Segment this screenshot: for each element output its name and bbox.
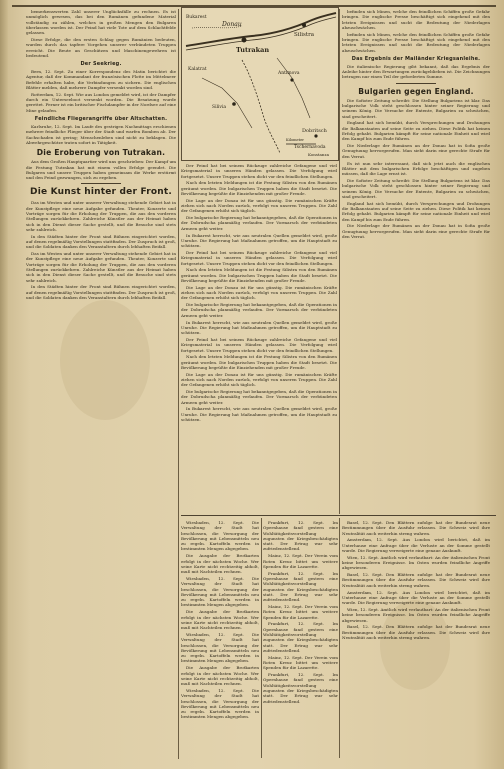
headline-bulgarien: Bulgarien gegen England.	[358, 86, 474, 96]
page-fold-shadow	[0, 0, 8, 769]
article-paragraph: Basel, 12. Sept. Den Blättern zufolge hat der Bundesrat neue Bestimmungen über die Ausfuhr erlassen. Die Schweiz wird ihre Neutralität auch weiterhin streng wahren.	[342, 572, 490, 588]
article-paragraph: Frankfurt, 12. Sept. Im Opernhause fand gestern eine Wohltätigkeitsvorstellung zugunsten der Kriegsbeschädigten statt. Der Ertrag war sehr zufriedenstellend.	[263, 621, 338, 653]
column-rule	[339, 9, 340, 514]
article-paragraph: befinden sich Minen, welche den feindlichen Schiffen große Gefahr bringen. Die englische Presse beschäftigt sich eingehend mit den letzten Ereignissen und sucht die Bedeutung der Niederlagen abzuschwächen.	[342, 9, 490, 30]
article-paragraph: Aus dem Großen Hauptquartier wird uns geschrieben: Der Kampf um die Festung Tutrakan hat mit einem vollen Erfolge geendet. Die Bulgaren und unsere Truppen haben gemeinsam die Werke erstürmt und den Feind gezwungen, sich zu ergeben.	[26, 159, 176, 181]
column-left	[26, 9, 176, 714]
map-label: Tutrakan	[236, 46, 270, 54]
headline-flieger: Feindliche Fliegerangriffe über Altschatten.	[34, 116, 168, 123]
article-paragraph: Es ist nun sehr interessant, daß sich jetzt auch die englischen Blätter mit dem bulgarischen Erfolge beschäftigen und zugeben müssen, daß die Lage ernst ist.	[342, 160, 490, 177]
article-paragraph: In Bukarest herrscht, wie aus neutralen Quellen gemeldet wird, große Unruhe. Die Regierung hat Maßnahmen getroffen, um die Hauptstadt zu schützen.	[181, 406, 337, 423]
article-paragraph: Wiesbaden, 12. Sept. Die Verwaltung der Stadt hat beschlossen, die Versorgung der Bevölkerung mit Lebensmitteln neu zu regeln. Kartoffeln werden in bestimmten Mengen abgegeben.	[181, 520, 259, 552]
scale-label: Kilometer	[286, 138, 304, 142]
article-paragraph: Wiesbaden, 12. Sept. Die Verwaltung der Stadt hat beschlossen, die Versorgung der Bevölkerung mit Lebensmitteln neu zu regeln. Kartoffeln werden in bestimmten Mengen abgegeben.	[181, 575, 259, 608]
article-paragraph: In Bukarest herrscht, wie aus neutralen Quellen gemeldet wird, große Unruhe. Die Regierung hat Maßnahmen getroffen, um die Hauptstadt zu schützen.	[181, 319, 337, 336]
article-paragraph: Die Ausgabe der Brotkarten erfolgt in der nächsten Woche. Wer seine Karte nicht rechtzeitig abholt, muß mit Nachteilen rechnen.	[181, 553, 259, 575]
section-rule	[181, 515, 496, 516]
article-paragraph: Amsterdam, 12. Sept. Aus London wird berichtet, daß im Unterhause eine Anfrage über die Verluste an der Somme gestellt wurde. Die Regierung verweigerte eine genaue Auskunft.	[342, 537, 490, 553]
road-line	[277, 58, 310, 118]
article-paragraph: Das im Westen und unter unserer Verwaltung stehende Gebiet hat in der Kunstpflege eine neue Aufgabe gefunden. Theater, Konzerte und Vorträge sorgen für die Erholung der Truppen, die aus den vorderen Stellungen zurückkehren. Zahlreiche Künstler aus der Heimat haben sich in den Dienst dieser Sache gestellt, und die Besuche sind stets sehr zahlreich.	[26, 200, 176, 232]
article-paragraph: Bern, 12. Sept. Zu einer Korrespondenz des Matin berichtet die Agentur, daß der Kommandant der französischen Flotte im Mittelmeer Befehle erhalten habe, die Verbindungen zu sichern. Die englischen Blätter melden, daß mehrere Dampfer versenkt worden sind.	[26, 69, 176, 91]
column-middle	[181, 163, 337, 513]
article-paragraph: Frankfurt, 12. Sept. Im Opernhause fand gestern eine Wohltätigkeitsvorstellung zugunsten der Kriegsbeschädigten statt. Der Ertrag war sehr zufriedenstellend.	[263, 570, 338, 603]
article-paragraph: Die Lage an der Donau ist für uns günstig. Die rumänischen Kräfte ziehen sich nach Norden zurück, verfolgt von unseren Truppen. Die Zahl der Gefangenen erhöht sich täglich.	[181, 197, 337, 214]
article-paragraph: Karlsruhe, 12. Sept. Im Laufe des gestrigen Nachmittags erschienen mehrere feindliche Flieger über der Stadt und warfen Bomben ab. Der Sachschaden ist gering; Menschenleben sind nicht zu beklagen. Die Abwehrgeschütze traten sofort in Tätigkeit.	[26, 124, 176, 145]
city-marker	[290, 78, 293, 81]
column-rule	[261, 518, 262, 758]
article-paragraph: befinden sich Minen, welche den feindlichen Schiffen große Gefahr bringen. Die englische Presse beschäftigt sich eingehend mit den letzten Ereignissen und sucht die Bedeutung der Niederlagen abzuschwächen.	[342, 31, 490, 53]
article-paragraph: Frankfurt, 12. Sept. Im Opernhause fand gestern eine Wohltätigkeitsvorstellung zugunsten der Kriegsbeschädigten statt. Der Ertrag war sehr zufriedenstellend.	[263, 672, 338, 704]
article-paragraph: Die italienische Regierung gibt bekannt, daß das Ergebnis der Anleihe hinter den Erwartungen zurückgeblieben ist. Die Zeichnungen betragen nur einen Teil der geforderten Summe.	[342, 63, 490, 80]
map-label: Bukarest	[186, 15, 207, 20]
article-paragraph: Die Niederlage der Rumänen an der Donau hat in Sofia große Genugtuung hervorgerufen. Man sieht darin eine gerechte Strafe für den Verrat.	[342, 223, 490, 239]
map-label: Antimova	[278, 71, 300, 76]
column-rule	[178, 9, 179, 759]
article-paragraph: Mainz, 12. Sept. Der Verein vom Roten Kreuz bittet um weitere Spenden für die Lazarette.	[263, 603, 338, 620]
article-paragraph: Basel, 12. Sept. Den Blättern zufolge hat der Bundesrat neue Bestimmungen über die Ausfuhr erlassen. Die Schweiz wird ihre Neutralität auch weiterhin streng wahren.	[342, 520, 490, 536]
column-right	[342, 9, 490, 489]
article-paragraph: Die bulgarische Regierung hat bekanntgegeben, daß die Operationen in der Dobrudscha planmäßig verlaufen. Der Vormarsch der verbündeten Armeen geht weiter.	[181, 215, 337, 231]
column-bottom-1	[181, 520, 259, 758]
map-tutrakan	[181, 7, 339, 161]
article-paragraph: Die bulgarische Regierung hat bekanntgegeben, daß die Operationen in der Dobrudscha planmäßig verlaufen. Der Vormarsch der verbündeten Armeen geht weiter.	[181, 302, 337, 318]
map-drawing	[182, 8, 338, 160]
article-paragraph: Die Sofioter Zeitung schreibt: Die Stellung Bulgariens ist klar. Das bulgarische Volk steht geschlossen hinter seiner Regierung und seinem König. Die Versuche der Entente, Bulgarien zu schwächen, sind gescheitert.	[342, 177, 490, 199]
article-paragraph: Nach den letzten Meldungen ist die Festung Silistra von den Rumänen geräumt worden. Die bulgarischen Truppen haben die Stadt besetzt. Die Bevölkerung begrüßte die Einziehenden mit großer Freude.	[181, 180, 337, 196]
city-marker	[232, 102, 236, 106]
article-paragraph: Die Ausgabe der Brotkarten erfolgt in der nächsten Woche. Wer seine Karte nicht rechtzeitig abholt, muß mit Nachteilen rechnen.	[181, 609, 259, 631]
map-label: Silivia	[212, 105, 227, 110]
article-paragraph: Diese Erfolge, die den ersten Schlag gegen Rumänien bedeuten, wurden durch das tapfere Vorgehen unserer verbündeten Truppen erreicht. Die Beute an Geschützen und Maschinengewehren ist bedeutend.	[26, 36, 176, 58]
article-paragraph: Wien, 12. Sept. Amtlich wird verlautbart: An der italienischen Front keine besonderen Ereignisse. Im Osten wurden feindliche Angriffe abgewiesen.	[342, 554, 490, 571]
map-label: Donau	[222, 21, 242, 28]
article-paragraph: England hat sich bemüht, durch Versprechungen und Drohungen die Balkanstaaten auf seine Seite zu ziehen. Diese Politik hat keinen Erfolg gehabt. Bulgarien kämpft für seine nationale Einheit und wird den Kampf bis zum Ende führen.	[342, 200, 490, 222]
section-divider	[396, 83, 436, 84]
article-paragraph: In den Städten hinter der Front sind Bühnen eingerichtet worden, auf denen regelmäßig Vorstellungen stattfinden. Der Zuspruch ist groß, und die Soldaten danken den Veranstaltern durch lebhaften Beifall.	[26, 233, 176, 250]
headline-ergebnis: Das Ergebnis der Mailänder Kriegsanleihe.	[351, 55, 481, 62]
article-paragraph: Der Feind hat bei seinem Rückzuge zahlreiche Gefangene und viel Kriegsmaterial in unseren Händen gelassen. Die Verfolgung wird fortgesetzt. Unsere Truppen stehen dicht vor den feindlichen Stellungen.	[181, 163, 337, 179]
article-paragraph: Das im Westen und unter unserer Verwaltung stehende Gebiet hat in der Kunstpflege eine neue Aufgabe gefunden. Theater, Konzerte und Vorträge sorgen für die Erholung der Truppen, die aus den vorderen Stellungen zurückkehren. Zahlreiche Künstler aus der Heimat haben sich in den Dienst dieser Sache gestellt, und die Besuche sind stets sehr zahlreich.	[26, 251, 176, 283]
column-bottom-3	[342, 520, 490, 758]
front-line	[242, 60, 280, 153]
article-paragraph: Frankfurt, 12. Sept. Im Opernhause fand gestern eine Wohltätigkeitsvorstellung zugunsten der Kriegsbeschädigten statt. Der Ertrag war sehr zufriedenstellend.	[263, 520, 338, 552]
article-paragraph: Wiesbaden, 12. Sept. Die Verwaltung der Stadt hat beschlossen, die Versorgung der Bevölkerung mit Lebensmitteln neu zu regeln. Kartoffeln werden in bestimmten Mengen abgegeben.	[181, 687, 259, 720]
article-paragraph: Wiesbaden, 12. Sept. Die Verwaltung der Stadt hat beschlossen, die Versorgung der Bevölkerung mit Lebensmitteln neu zu regeln. Kartoffeln werden in bestimmten Mengen abgegeben.	[181, 631, 259, 664]
city-marker	[242, 38, 247, 43]
article-paragraph: Die Sofioter Zeitung schreibt: Die Stellung Bulgariens ist klar. Das bulgarische Volk steht geschlossen hinter seiner Regierung und seinem König. Die Versuche der Entente, Bulgarien zu schwächen, sind gescheitert.	[342, 97, 490, 119]
city-marker	[314, 134, 317, 137]
article-paragraph: Der Feind hat bei seinem Rückzuge zahlreiche Gefangene und viel Kriegsmaterial in unseren Händen gelassen. Die Verfolgung wird fortgesetzt. Unsere Truppen stehen dicht vor den feindlichen Stellungen.	[181, 249, 337, 266]
article-paragraph: Die Niederlage der Rumänen an der Donau hat in Sofia große Genugtuung hervorgerufen. Man sieht darin eine gerechte Strafe für den Verrat.	[342, 143, 490, 159]
article-paragraph: Die bulgarische Regierung hat bekanntgegeben, daß die Operationen in der Dobrudscha planmäßig verlaufen. Der Vormarsch der verbündeten Armeen geht weiter.	[181, 389, 337, 405]
article-paragraph: Mainz, 12. Sept. Der Verein vom Roten Kreuz bittet um weitere Spenden für die Lazarette.	[263, 553, 338, 569]
column-rule	[339, 518, 340, 758]
map-label: Konstanza	[308, 152, 329, 157]
column-bottom-2	[263, 520, 338, 758]
article-paragraph: Amsterdam, 12. Sept. Aus London wird berichtet, daß im Unterhause eine Anfrage über die Verluste an der Somme gestellt wurde. Die Regierung verweigerte eine genaue Auskunft.	[342, 589, 490, 606]
article-paragraph: Nach den letzten Meldungen ist die Festung Silistra von den Rumänen geräumt worden. Die bulgarischen Truppen haben die Stadt besetzt. Die Bevölkerung begrüßte die Einziehenden mit großer Freude.	[181, 354, 337, 370]
map-label: Dobritsch	[302, 128, 327, 134]
headline-seekrieg: Der Seekrieg.	[80, 61, 122, 68]
article-paragraph: Die Ausgabe der Brotkarten erfolgt in der nächsten Woche. Wer seine Karte nicht rechtzeitig abholt, muß mit Nachteilen rechnen.	[181, 665, 259, 687]
article-paragraph: Rotterdam, 12. Sept. Wie aus London gemeldet wird, ist der Dampfer durch ein Unterseeboot versenkt worden. Die Besatzung wurde gerettet. Ferner ist ein britischer Fischdampfer in der Nordsee auf eine Mine gelaufen.	[26, 91, 176, 113]
headline-kunst: Die Kunst hinter der Front.	[30, 187, 172, 198]
map-label: Silistra	[294, 32, 314, 38]
map-label: Tschernavoda	[294, 145, 326, 150]
article-paragraph: In den Städten hinter der Front sind Bühnen eingerichtet worden, auf denen regelmäßig Vorstellungen stattfinden. Der Zuspruch ist groß, und die Soldaten danken den Veranstaltern durch lebhaften Beifall.	[26, 284, 176, 300]
article-paragraph: Der Feind hat bei seinem Rückzuge zahlreiche Gefangene und viel Kriegsmaterial in unseren Händen gelassen. Die Verfolgung wird fortgesetzt. Unsere Truppen stehen dicht vor den feindlichen Stellungen.	[181, 336, 337, 353]
road-line	[202, 78, 252, 128]
article-paragraph: Wien, 12. Sept. Amtlich wird verlautbart: An der italienischen Front keine besonderen Ereignisse. Im Osten wurden feindliche Angriffe abgewiesen.	[342, 606, 490, 623]
article-paragraph: bemerkenswerten Zahl unserer Unglücksfälle zu rechnen. Es ist unmöglich gewesen, das bei den Rumänen gefundene Material vollständig zu zählen, welches in großen Mengen den Bulgaren überlassen worden ist. Der Feind hat viele Tote auf dem Schlachtfelde gelassen.	[26, 9, 176, 36]
article-paragraph: Nach den letzten Meldungen ist die Festung Silistra von den Rumänen geräumt worden. Die bulgarischen Truppen haben die Stadt besetzt. Die Bevölkerung begrüßte die Einziehenden mit großer Freude.	[181, 267, 337, 283]
section-divider	[81, 183, 121, 184]
article-paragraph: Die Lage an der Donau ist für uns günstig. Die rumänischen Kräfte ziehen sich nach Norden zurück, verfolgt von unseren Truppen. Die Zahl der Gefangenen erhöht sich täglich.	[181, 371, 337, 388]
danube-river	[186, 13, 336, 46]
article-paragraph: Die Lage an der Donau ist für uns günstig. Die rumänischen Kräfte ziehen sich nach Norden zurück, verfolgt von unseren Truppen. Die Zahl der Gefangenen erhöht sich täglich.	[181, 284, 337, 301]
article-paragraph: Mainz, 12. Sept. Der Verein vom Roten Kreuz bittet um weitere Spenden für die Lazarette.	[263, 654, 338, 671]
city-marker	[302, 23, 306, 27]
headline-eroberung: Die Eroberung von Tutrakan.	[36, 148, 166, 158]
article-paragraph: England hat sich bemüht, durch Versprechungen und Drohungen die Balkanstaaten auf seine Seite zu ziehen. Diese Politik hat keinen Erfolg gehabt. Bulgarien kämpft für seine nationale Einheit und wird den Kampf bis zum Ende führen.	[342, 120, 490, 142]
map-label: Kalatrat	[188, 67, 207, 72]
article-paragraph: Basel, 12. Sept. Den Blättern zufolge hat der Bundesrat neue Bestimmungen über die Ausfuhr erlassen. Die Schweiz wird ihre Neutralität auch weiterhin streng wahren.	[342, 624, 490, 640]
article-paragraph: In Bukarest herrscht, wie aus neutralen Quellen gemeldet wird, große Unruhe. Die Regierung hat Maßnahmen getroffen, um die Hauptstadt zu schützen.	[181, 232, 337, 249]
